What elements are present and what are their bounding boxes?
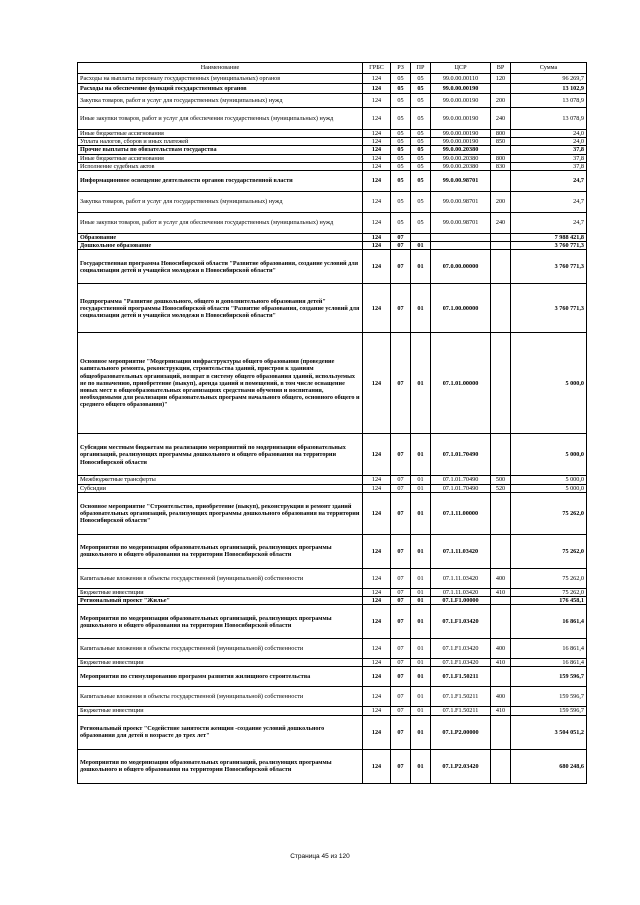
cell-sum: 16 861,4	[511, 605, 587, 639]
table-row	[78, 476, 587, 484]
cell-csr: 07.1.P2.03420	[431, 749, 491, 783]
cell-grbs: 124	[363, 234, 391, 242]
cell-rz: 07	[391, 333, 411, 434]
cell-grbs: 124	[363, 639, 391, 659]
cell-name: Уплата налогов, сборов и иных платежей	[78, 138, 363, 146]
cell-pr: 01	[411, 476, 431, 484]
cell-grbs: 124	[363, 434, 391, 476]
cell-sum: 13 102,9	[511, 84, 587, 94]
cell-name: Иные бюджетные ассигнования	[78, 154, 363, 162]
table-row	[78, 213, 587, 234]
cell-vr	[491, 715, 511, 749]
cell-vr	[491, 333, 511, 434]
cell-grbs: 124	[363, 568, 391, 588]
cell-name: Закупка товаров, работ и услуг для государственных (муниципальных) нужд	[78, 192, 363, 213]
cell-sum: 16 861,4	[511, 659, 587, 667]
cell-pr: 05	[411, 213, 431, 234]
header-rz: РЗ	[391, 63, 411, 74]
cell-vr: 200	[491, 94, 511, 108]
cell-vr: 520	[491, 484, 511, 492]
cell-pr: 05	[411, 108, 431, 130]
cell-sum: 7 988 421,8	[511, 234, 587, 242]
cell-csr: 99.0.00.00190	[431, 108, 491, 130]
cell-pr: 05	[411, 171, 431, 192]
cell-name: Бюджетные инвестиции	[78, 588, 363, 596]
cell-rz: 07	[391, 250, 411, 284]
cell-name: Межбюджетные трансферты	[78, 476, 363, 484]
cell-pr: 05	[411, 84, 431, 94]
cell-vr: 240	[491, 213, 511, 234]
cell-rz: 07	[391, 492, 411, 534]
cell-csr: 07.1.11.03420	[431, 568, 491, 588]
cell-vr: 850	[491, 138, 511, 146]
cell-pr: 01	[411, 434, 431, 476]
cell-grbs: 124	[363, 162, 391, 170]
cell-vr	[491, 605, 511, 639]
cell-sum: 5 000,0	[511, 333, 587, 434]
cell-name: Подпрограмма "Развитие дошкольного, общего и дополнительного образования детей" государственной программы Новосибирской области "Развитие образования, создание условий для социализации детей и учащейся молодежи в Новосибирской области"	[78, 284, 363, 333]
cell-sum: 24,7	[511, 192, 587, 213]
cell-sum: 75 262,0	[511, 492, 587, 534]
cell-name: Образование	[78, 234, 363, 242]
cell-rz: 07	[391, 749, 411, 783]
table-row	[78, 667, 587, 687]
table-row	[78, 138, 587, 146]
cell-csr: 07.1.01.70490	[431, 484, 491, 492]
cell-pr: 01	[411, 568, 431, 588]
cell-csr: 07.1.01.70490	[431, 434, 491, 476]
cell-name: Иные бюджетные ассигнования	[78, 130, 363, 138]
cell-pr: 01	[411, 667, 431, 687]
cell-pr: 01	[411, 659, 431, 667]
cell-csr: 07.1.11.00000	[431, 492, 491, 534]
cell-vr: 800	[491, 130, 511, 138]
cell-name: Субсидии местным бюджетам на реализацию мероприятий по модернизации образовательных организаций, реализующих программы дошкольного и общего образования на территории Новосибирской области	[78, 434, 363, 476]
budget-table	[77, 62, 587, 784]
cell-csr: 07.1.01.00000	[431, 333, 491, 434]
cell-csr: 99.0.00.98701	[431, 171, 491, 192]
cell-sum: 37,8	[511, 154, 587, 162]
table-row	[78, 234, 587, 242]
cell-rz: 07	[391, 534, 411, 568]
cell-pr: 05	[411, 130, 431, 138]
cell-csr: 99.0.00.00110	[431, 74, 491, 84]
header-vr: ВР	[491, 63, 511, 74]
cell-grbs: 124	[363, 74, 391, 84]
cell-sum: 24,7	[511, 213, 587, 234]
cell-vr: 410	[491, 659, 511, 667]
cell-grbs: 124	[363, 192, 391, 213]
cell-pr: 05	[411, 154, 431, 162]
cell-pr: 01	[411, 534, 431, 568]
cell-csr: 07.1.F1.50211	[431, 667, 491, 687]
cell-grbs: 124	[363, 667, 391, 687]
table-row	[78, 171, 587, 192]
cell-pr: 01	[411, 333, 431, 434]
cell-sum: 3 504 051,2	[511, 715, 587, 749]
header-name: Наименование	[78, 63, 363, 74]
cell-pr: 01	[411, 284, 431, 333]
cell-sum: 37,8	[511, 162, 587, 170]
cell-pr: 01	[411, 588, 431, 596]
cell-vr: 200	[491, 192, 511, 213]
cell-vr: 410	[491, 588, 511, 596]
cell-grbs: 124	[363, 333, 391, 434]
cell-grbs: 124	[363, 534, 391, 568]
cell-vr	[491, 284, 511, 333]
cell-sum: 24,0	[511, 138, 587, 146]
cell-sum: 24,7	[511, 171, 587, 192]
cell-vr	[491, 534, 511, 568]
cell-grbs: 124	[363, 492, 391, 534]
cell-vr: 240	[491, 108, 511, 130]
table-row	[78, 94, 587, 108]
cell-sum: 5 000,0	[511, 476, 587, 484]
table-row	[78, 707, 587, 715]
cell-grbs: 124	[363, 484, 391, 492]
cell-sum: 3 760 771,3	[511, 284, 587, 333]
cell-grbs: 124	[363, 605, 391, 639]
cell-sum: 96 269,7	[511, 74, 587, 84]
header-sum: Сумма	[511, 63, 587, 74]
cell-pr: 05	[411, 74, 431, 84]
cell-vr: 400	[491, 568, 511, 588]
cell-rz: 07	[391, 687, 411, 707]
table-row	[78, 154, 587, 162]
cell-grbs: 124	[363, 146, 391, 154]
cell-grbs: 124	[363, 94, 391, 108]
cell-pr	[411, 234, 431, 242]
table-row	[78, 659, 587, 667]
cell-vr	[491, 171, 511, 192]
cell-name: Расходы на обеспечение функций государственных органов	[78, 84, 363, 94]
cell-name: Расходы на выплаты персоналу государственных (муниципальных) органов	[78, 74, 363, 84]
cell-pr: 01	[411, 242, 431, 250]
cell-name: Иные закупки товаров, работ и услуг для обеспечения государственных (муниципальных) нужд	[78, 108, 363, 130]
cell-pr: 01	[411, 687, 431, 707]
cell-pr: 05	[411, 162, 431, 170]
cell-rz: 05	[391, 84, 411, 94]
cell-rz: 05	[391, 138, 411, 146]
cell-csr: 07.1.01.70490	[431, 476, 491, 484]
cell-pr: 01	[411, 597, 431, 605]
cell-sum: 3 760 771,3	[511, 250, 587, 284]
cell-csr: 07.1.F1.00000	[431, 597, 491, 605]
cell-pr: 01	[411, 605, 431, 639]
cell-vr: 500	[491, 476, 511, 484]
table-body	[78, 74, 587, 784]
cell-rz: 05	[391, 192, 411, 213]
cell-rz: 07	[391, 284, 411, 333]
cell-grbs: 124	[363, 213, 391, 234]
cell-vr	[491, 234, 511, 242]
cell-vr: 410	[491, 707, 511, 715]
cell-rz: 07	[391, 605, 411, 639]
cell-rz: 05	[391, 162, 411, 170]
cell-name: Закупка товаров, работ и услуг для государственных (муниципальных) нужд	[78, 94, 363, 108]
cell-name: Мероприятия по модернизации образовательных организаций, реализующих программы дошкольного и общего образования на территории Новосибирской области	[78, 605, 363, 639]
table-header-row	[78, 63, 587, 74]
cell-grbs: 124	[363, 138, 391, 146]
cell-name: Региональный проект "Содействие занятости женщин -создание условий дошкольного образования для детей в возрасте до трех лет"	[78, 715, 363, 749]
cell-sum: 75 262,0	[511, 534, 587, 568]
cell-csr: 99.0.00.00190	[431, 130, 491, 138]
table-row	[78, 687, 587, 707]
cell-rz: 05	[391, 108, 411, 130]
cell-pr: 05	[411, 192, 431, 213]
cell-sum: 680 248,6	[511, 749, 587, 783]
cell-pr: 01	[411, 715, 431, 749]
cell-sum: 37,8	[511, 146, 587, 154]
cell-rz: 07	[391, 597, 411, 605]
cell-name: Региональный проект "Жилье"	[78, 597, 363, 605]
cell-grbs: 124	[363, 108, 391, 130]
table-row	[78, 250, 587, 284]
header-csr: ЦСР	[431, 63, 491, 74]
cell-name: Исполнение судебных актов	[78, 162, 363, 170]
cell-csr: 99.0.00.20380	[431, 162, 491, 170]
cell-name: Бюджетные инвестиции	[78, 707, 363, 715]
cell-rz: 07	[391, 568, 411, 588]
cell-rz: 07	[391, 639, 411, 659]
cell-csr: 07.1.F1.03420	[431, 639, 491, 659]
cell-vr: 120	[491, 74, 511, 84]
cell-vr	[491, 434, 511, 476]
cell-rz: 05	[391, 74, 411, 84]
cell-rz: 07	[391, 715, 411, 749]
cell-rz: 05	[391, 154, 411, 162]
cell-csr: 07.1.F1.50211	[431, 687, 491, 707]
table-row	[78, 162, 587, 170]
cell-rz: 07	[391, 234, 411, 242]
cell-name: Государственная программа Новосибирской области "Развитие образования, создание условий для социализации детей и учащейся молодежи в Новосибирской области"	[78, 250, 363, 284]
cell-csr: 07.1.11.03420	[431, 588, 491, 596]
cell-csr: 07.1.F1.50211	[431, 707, 491, 715]
cell-sum: 5 000,0	[511, 434, 587, 476]
cell-sum: 13 078,9	[511, 94, 587, 108]
cell-csr: 07.1.P2.00000	[431, 715, 491, 749]
cell-sum: 159 596,7	[511, 707, 587, 715]
table-row	[78, 74, 587, 84]
cell-name: Основное мероприятие "Строительство, приобретение (выкуп), реконструкция и ремонт зданий образовательных организаций, реализующих программы дошкольного образования на территории Новосибирской области"	[78, 492, 363, 534]
cell-sum: 24,0	[511, 130, 587, 138]
table-row	[78, 568, 587, 588]
cell-pr: 01	[411, 250, 431, 284]
table-row	[78, 242, 587, 250]
cell-csr: 99.0.00.98701	[431, 192, 491, 213]
cell-grbs: 124	[363, 476, 391, 484]
cell-grbs: 124	[363, 154, 391, 162]
cell-rz: 07	[391, 659, 411, 667]
cell-name: Субсидии	[78, 484, 363, 492]
cell-sum: 176 458,1	[511, 597, 587, 605]
cell-rz: 07	[391, 484, 411, 492]
cell-rz: 05	[391, 213, 411, 234]
cell-csr: 07.1.11.03420	[431, 534, 491, 568]
table-row	[78, 749, 587, 783]
cell-rz: 07	[391, 707, 411, 715]
cell-vr: 400	[491, 639, 511, 659]
cell-sum: 159 596,7	[511, 667, 587, 687]
cell-vr: 800	[491, 154, 511, 162]
table-row	[78, 715, 587, 749]
cell-vr	[491, 749, 511, 783]
cell-pr: 01	[411, 492, 431, 534]
table-row	[78, 84, 587, 94]
cell-pr: 01	[411, 749, 431, 783]
header-grbs: ГРБС	[363, 63, 391, 74]
cell-pr: 01	[411, 484, 431, 492]
cell-name: Прочие выплаты по обязательствам государства	[78, 146, 363, 154]
cell-vr: 400	[491, 687, 511, 707]
cell-grbs: 124	[363, 284, 391, 333]
cell-sum: 159 596,7	[511, 687, 587, 707]
cell-name: Капитальные вложения в объекты государственной (муниципальной) собственности	[78, 687, 363, 707]
cell-vr	[491, 146, 511, 154]
cell-vr	[491, 492, 511, 534]
table-row	[78, 333, 587, 434]
cell-csr: 99.0.00.20380	[431, 154, 491, 162]
cell-rz: 07	[391, 242, 411, 250]
cell-csr: 99.0.00.00190	[431, 84, 491, 94]
cell-sum: 75 262,0	[511, 588, 587, 596]
table-row	[78, 146, 587, 154]
cell-sum: 16 861,4	[511, 639, 587, 659]
cell-name: Информационное освещение деятельности органов государственной власти	[78, 171, 363, 192]
cell-vr	[491, 84, 511, 94]
cell-csr: 07.1.00.00000	[431, 284, 491, 333]
cell-grbs: 124	[363, 588, 391, 596]
cell-sum: 75 262,0	[511, 568, 587, 588]
table-row	[78, 108, 587, 130]
cell-vr	[491, 242, 511, 250]
cell-sum: 3 760 771,3	[511, 242, 587, 250]
cell-rz: 05	[391, 171, 411, 192]
table-row	[78, 639, 587, 659]
cell-grbs: 124	[363, 659, 391, 667]
cell-rz: 05	[391, 146, 411, 154]
table-row	[78, 492, 587, 534]
cell-csr: 99.0.00.98701	[431, 213, 491, 234]
table-row	[78, 434, 587, 476]
cell-name: Мероприятия по модернизации образовательных организаций, реализующих программы дошкольного и общего образования на территории Новосибирской области	[78, 749, 363, 783]
cell-name: Мероприятия по стимулированию программ развития жилищного строительства	[78, 667, 363, 687]
cell-vr: 830	[491, 162, 511, 170]
cell-grbs: 124	[363, 84, 391, 94]
cell-rz: 05	[391, 130, 411, 138]
table-row	[78, 597, 587, 605]
cell-rz: 07	[391, 588, 411, 596]
table-row	[78, 484, 587, 492]
cell-grbs: 124	[363, 707, 391, 715]
cell-grbs: 124	[363, 687, 391, 707]
cell-pr: 01	[411, 707, 431, 715]
cell-grbs: 124	[363, 130, 391, 138]
cell-grbs: 124	[363, 715, 391, 749]
cell-rz: 07	[391, 434, 411, 476]
cell-name: Мероприятия по модернизации образовательных организаций, реализующих программы дошкольного и общего образования на территории Новосибирской области	[78, 534, 363, 568]
cell-sum: 5 000,0	[511, 484, 587, 492]
cell-grbs: 124	[363, 749, 391, 783]
cell-name: Основное мероприятие "Модернизация инфраструктуры общего образования (проведение капитального ремонта, реконструкции, строительства зданий, пристроя к зданиям общеобразовательных организаций, возврат в систему общего образования зданий, используемых не по назначению, приобретение (выкуп), аренда зданий и помещений, в том числе оснащение новых мест в общеобразовательных организациях средствами обучения и воспитания, необходимыми для реализации образовательных программ начального общего, основного общего и среднего общего образования)"	[78, 333, 363, 434]
cell-grbs: 124	[363, 250, 391, 284]
cell-grbs: 124	[363, 171, 391, 192]
cell-name: Капитальные вложения в объекты государственной (муниципальной) собственности	[78, 568, 363, 588]
cell-name: Бюджетные инвестиции	[78, 659, 363, 667]
cell-grbs: 124	[363, 597, 391, 605]
cell-pr: 01	[411, 639, 431, 659]
cell-csr	[431, 242, 491, 250]
table-row	[78, 588, 587, 596]
table-row	[78, 130, 587, 138]
header-pr: ПР	[411, 63, 431, 74]
cell-name: Капитальные вложения в объекты государственной (муниципальной) собственности	[78, 639, 363, 659]
table-row	[78, 192, 587, 213]
budget-table-sheet	[77, 62, 586, 784]
cell-csr	[431, 234, 491, 242]
cell-vr	[491, 667, 511, 687]
cell-name: Иные закупки товаров, работ и услуг для обеспечения государственных (муниципальных) нужд	[78, 213, 363, 234]
table-row	[78, 534, 587, 568]
cell-csr: 07.1.F1.03420	[431, 659, 491, 667]
cell-vr	[491, 250, 511, 284]
cell-rz: 07	[391, 667, 411, 687]
cell-rz: 05	[391, 94, 411, 108]
cell-grbs: 124	[363, 242, 391, 250]
cell-csr: 99.0.00.00190	[431, 94, 491, 108]
page-footer: Страница 45 из 120	[290, 853, 350, 860]
cell-pr: 05	[411, 138, 431, 146]
cell-csr: 99.0.00.00190	[431, 138, 491, 146]
cell-csr: 07.1.F1.03420	[431, 605, 491, 639]
cell-pr: 05	[411, 94, 431, 108]
cell-rz: 07	[391, 476, 411, 484]
cell-sum: 13 078,9	[511, 108, 587, 130]
cell-csr: 07.0.00.00000	[431, 250, 491, 284]
cell-csr: 99.0.00.20380	[431, 146, 491, 154]
cell-vr	[491, 597, 511, 605]
table-row	[78, 605, 587, 639]
table-row	[78, 284, 587, 333]
cell-pr: 05	[411, 146, 431, 154]
cell-name: Дошкольное образование	[78, 242, 363, 250]
